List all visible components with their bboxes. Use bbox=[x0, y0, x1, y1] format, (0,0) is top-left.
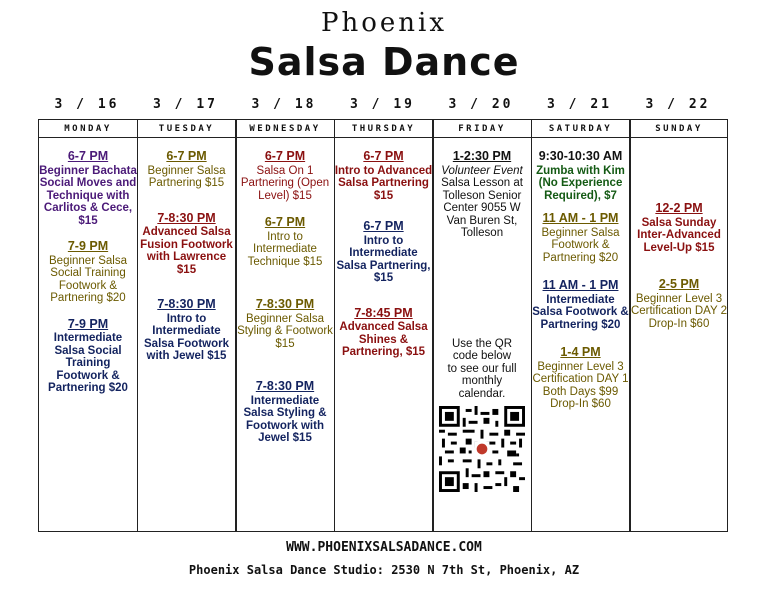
class-desc: Intermediate Salsa Footwork & Partnering $20 bbox=[532, 293, 629, 331]
class-desc: Intermediate Salsa Social Training Footwork & Partnering $20 bbox=[48, 332, 128, 394]
date-tue: 3 / 17 bbox=[153, 97, 218, 112]
class-desc: Salsa Lesson at Tolleson Senior Center 9055 W Van Buren St, Tolleson bbox=[441, 177, 523, 239]
class-time: 7-8:30 PM bbox=[157, 297, 216, 311]
schedule-table bbox=[38, 119, 728, 532]
class-entry bbox=[39, 240, 137, 305]
studio-address: Phoenix Salsa Dance Studio: 2530 N 7th St, Phoenix, AZ bbox=[188, 563, 580, 577]
column-monday bbox=[39, 150, 137, 408]
class-time: 12-2 PM bbox=[655, 201, 703, 215]
class-desc: Intermediate Salsa Styling & Footwork with Jewel $15 bbox=[243, 394, 327, 444]
class-entry bbox=[630, 278, 728, 330]
class-time: 6-7 PM bbox=[264, 149, 306, 163]
date-sat: 3 / 21 bbox=[547, 97, 612, 112]
day-wednesday: WEDNESDAY bbox=[249, 124, 321, 134]
class-desc: Intro to Advanced Salsa Partnering $15 bbox=[334, 164, 433, 202]
day-monday: MONDAY bbox=[64, 124, 112, 134]
class-time: 6-7 PM bbox=[264, 215, 306, 229]
class-desc: Advanced Salsa Fusion Footwork with Lawrence $15 bbox=[140, 226, 233, 276]
class-time: 1-2:30 PM bbox=[452, 149, 512, 163]
column-saturday bbox=[532, 150, 630, 424]
class-entry bbox=[39, 318, 137, 395]
class-time: 7-9 PM bbox=[67, 316, 109, 331]
class-desc: Beginner Salsa Social Training Footwork & Partnering $20 bbox=[49, 254, 127, 304]
class-desc: Beginner Salsa Styling & Footwork $15 bbox=[237, 312, 333, 350]
column-wednesday bbox=[236, 150, 334, 458]
date-thu: 3 / 19 bbox=[350, 97, 415, 112]
class-time: 6-7 PM bbox=[67, 149, 109, 163]
class-entry bbox=[532, 279, 630, 331]
class-time: 7-8:30 PM bbox=[255, 379, 315, 393]
title-script: Phoenix bbox=[320, 8, 447, 38]
column-friday bbox=[433, 150, 531, 492]
class-entry bbox=[335, 307, 433, 359]
class-desc: Advanced Salsa Shines & Partnering, $15 bbox=[339, 321, 428, 358]
class-time: 1-4 PM bbox=[560, 345, 601, 359]
class-time: 7-8:30 PM bbox=[157, 210, 216, 225]
day-header-row bbox=[39, 120, 727, 138]
qr-section bbox=[433, 338, 531, 493]
class-entry bbox=[335, 150, 433, 202]
date-wed: 3 / 18 bbox=[251, 97, 317, 112]
website-link[interactable]: WWW.PHOENIXSALSADANCE.COM bbox=[286, 540, 482, 555]
page-title: Salsa Dance bbox=[248, 40, 520, 84]
class-time: 6-7 PM bbox=[363, 149, 404, 163]
class-time: 9:30-10:30 AM bbox=[538, 149, 623, 163]
class-time: 7-8:30 PM bbox=[255, 297, 315, 311]
class-entry bbox=[236, 380, 334, 445]
class-time: 6-7 PM bbox=[166, 149, 207, 163]
class-desc: Beginner Salsa Partnering $15 bbox=[147, 164, 226, 189]
day-thursday: THURSDAY bbox=[351, 124, 416, 134]
class-time: 11 AM - 1 PM bbox=[542, 278, 619, 292]
day-friday: FRIDAY bbox=[458, 124, 506, 134]
class-entry bbox=[236, 298, 334, 350]
day-sunday: SUNDAY bbox=[655, 124, 703, 134]
class-entry bbox=[532, 212, 630, 264]
date-row bbox=[38, 97, 728, 111]
column-sunday bbox=[630, 202, 728, 343]
class-entry bbox=[138, 212, 236, 277]
date-mon: 3 / 16 bbox=[54, 97, 120, 112]
class-desc: Beginner Level 3 Certification DAY 2 Drop-In $60 bbox=[630, 292, 728, 330]
class-desc: Beginner Level 3 Certification DAY 1 Both Days $99 Drop-In $60 bbox=[532, 360, 629, 410]
class-desc: Beginner Salsa Footwork & Partnering $20 bbox=[541, 226, 620, 264]
class-entry bbox=[236, 150, 334, 202]
class-entry bbox=[138, 150, 236, 190]
class-entry bbox=[532, 346, 630, 411]
column-thursday bbox=[335, 150, 433, 372]
qr-note: Use the QR code below to see our full monthly calendar. bbox=[447, 337, 517, 400]
class-time: 7-8:45 PM bbox=[354, 305, 413, 320]
class-entry bbox=[39, 150, 137, 227]
class-desc: Salsa On 1 Partnering (Open Level) $15 bbox=[240, 164, 330, 202]
column-tuesday bbox=[138, 150, 236, 376]
class-entry bbox=[433, 150, 531, 240]
class-desc: Beginner Bachata Social Moves and Technique with Carlitos & Cece, $15 bbox=[39, 164, 137, 227]
class-entry bbox=[335, 220, 433, 285]
class-desc: Intro to Intermediate Technique $15 bbox=[247, 230, 323, 268]
date-fri: 3 / 20 bbox=[448, 97, 514, 112]
event-label: Volunteer Event bbox=[441, 164, 523, 177]
class-entry bbox=[138, 298, 236, 363]
day-tuesday: TUESDAY bbox=[158, 124, 215, 134]
class-time: 7-9 PM bbox=[67, 239, 109, 253]
class-desc: Intro to Intermediate Salsa Footwork with Jewel $15 bbox=[144, 312, 229, 362]
class-entry bbox=[532, 150, 630, 202]
class-time: 2-5 PM bbox=[658, 277, 700, 291]
class-desc: Zumba with Kim (No Experience Required), $7 bbox=[536, 164, 625, 202]
class-time: 6-7 PM bbox=[363, 219, 404, 233]
class-entry bbox=[630, 202, 728, 254]
class-entry bbox=[236, 216, 334, 268]
day-saturday: SATURDAY bbox=[548, 124, 613, 134]
qr-code-icon[interactable] bbox=[439, 406, 525, 492]
class-desc: Intro to Intermediate Salsa Partnering, $15 bbox=[336, 234, 431, 284]
date-sun: 3 / 22 bbox=[645, 97, 711, 112]
class-desc: Salsa Sunday Inter-Advanced Level-Up $15 bbox=[637, 216, 721, 254]
class-time: 11 AM - 1 PM bbox=[542, 211, 619, 225]
